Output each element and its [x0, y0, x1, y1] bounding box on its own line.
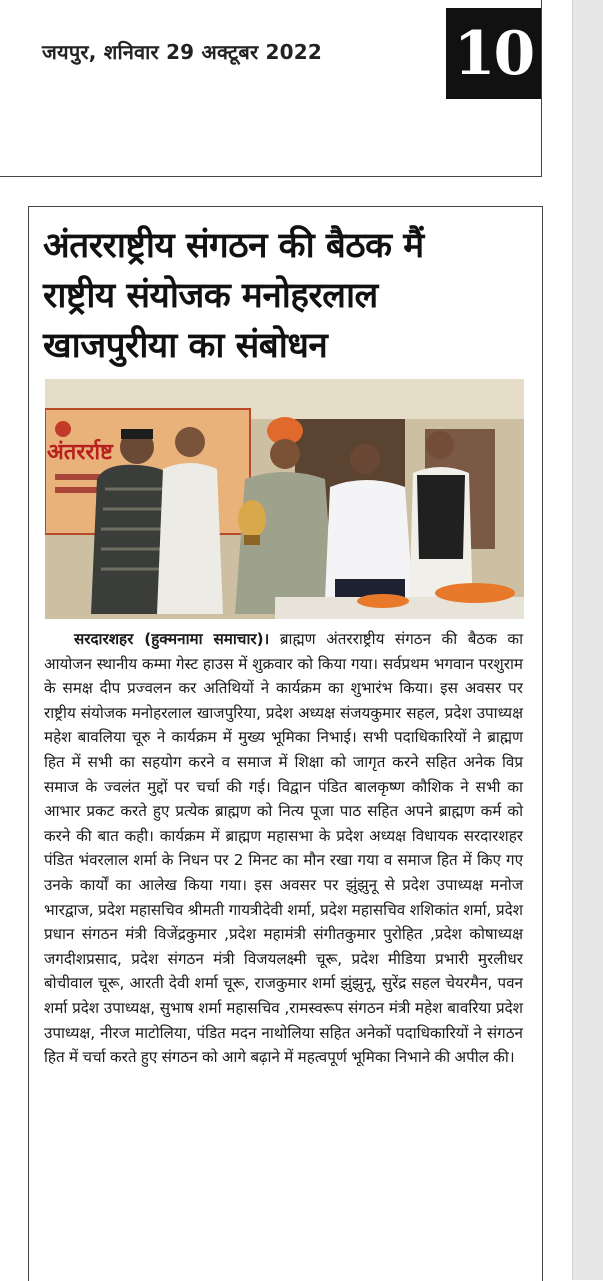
article-photo: [45, 379, 524, 619]
banner-text: अंतरर्राष्ट: [47, 440, 113, 465]
masthead-dateline: जयपुर, शनिवार 29 अक्टूबर 2022: [42, 40, 322, 64]
page-number-box: 10: [446, 8, 541, 99]
article-body-text: ब्राह्मण अंतरराष्ट्रीय संगठन की बैठक का आयोजन स्थानीय कम्मा गेस्ट हाउस में शुक्रवार को किया गया। सर्वप्रथम भगवान परशुराम के समक्ष दीप प्रज्वलन कर अतिथियों ने कार्यक्रम का शुभारंभ किया। इस अवसर पर राष्ट्रीय संयोजक मनोहरलाल खाजपुरिया, प्रदेश अध्यक्ष संजयकुमार सहल, प्रदेश उपाध्यक्ष महेश बावलिया चूरु ने कार्यक्रम में मुख्य भूमिका निभाई। सभी पदाधिकारियों ने ब्राह्मण हित में सभी का सहयोग करने व समाज में शिक्षा को जागृत करने सहित अनेक विप्र समाज के ज्वलंत मुद्दों पर चर्चा की गई। विद्वान पंडित बालकृष्ण कौशिक ने सभी का आभार प्रकट करते हुए प्रत्येक ब्राह्मण को नित्य पूजा पाठ सहित अपने ब्राह्मण कर्म को करने की बात कही। कार्यक्रम में ब्राह्मण महासभा के प्रदेश अध्यक्ष विधायक सरदारशहर पंडित भंवरलाल शर्मा के निधन पर 2 मिनट का मौन रखा गया व समाज हित में किए गए उनके कार्यों का आलेख किया गया। इस अवसर पर झुंझुनू से प्रदेश उपाध्यक्ष मनोज भारद्वाज, प्रदेश महासचिव श्रीमती गायत्रीदेवी शर्मा, प्रदेश महासचिव शशिकांत शर्मा, प्रदेश प्रधान संगठन मंत्री विजेंद्रकुमार ,प्रदेश महामंत्री संगीतकुमार पुरोहित ,प्रदेश कोषाध्यक्ष जगदीशप्रसाद, प्रदेश संगठन मंत्री विजयलक्ष्मी चूरू, प्रदेश मीडिया प्रभारी मुरलीधर बोचीवाल चूरू, आरती देवी शर्मा चूरू, राजकुमार शर्मा झुंझुनू, सुरेंद्र सहल चेयरमैन, पवन शर्मा प्रदेश उपाध्यक्ष, सुभाष शर्मा महासचिव ,रामस्वरूप संगठन मंत्री महेश बावरिया प्रदेश उपाध्यक्ष, नीरज माटोलिया, पंडित मदन नाथोलिया सहित अनेकों पदाधिकारियों ने संगठन हित में चर्चा करते हुए संगठन को आगे बढ़ाने में महत्वपूर्ण भूमिका निभाने की अपील की।: [44, 630, 524, 1067]
headline-line-2: राष्ट्रीय संयोजक मनोहरलाल: [43, 276, 378, 316]
masthead: [0, 0, 542, 177]
article-body: [44, 627, 523, 1070]
headline-line-1: अंतरराष्ट्रीय संगठन की बैठक मैं: [43, 226, 424, 266]
article-headline: [43, 221, 538, 371]
page-edge-shadow: [572, 0, 603, 1280]
news-article: [28, 206, 543, 1281]
headline-line-3: खाजपुरीया का संबोधन: [43, 326, 328, 366]
article-dateline: सरदारशहर (हुक्मनामा समाचार)।: [74, 630, 270, 648]
